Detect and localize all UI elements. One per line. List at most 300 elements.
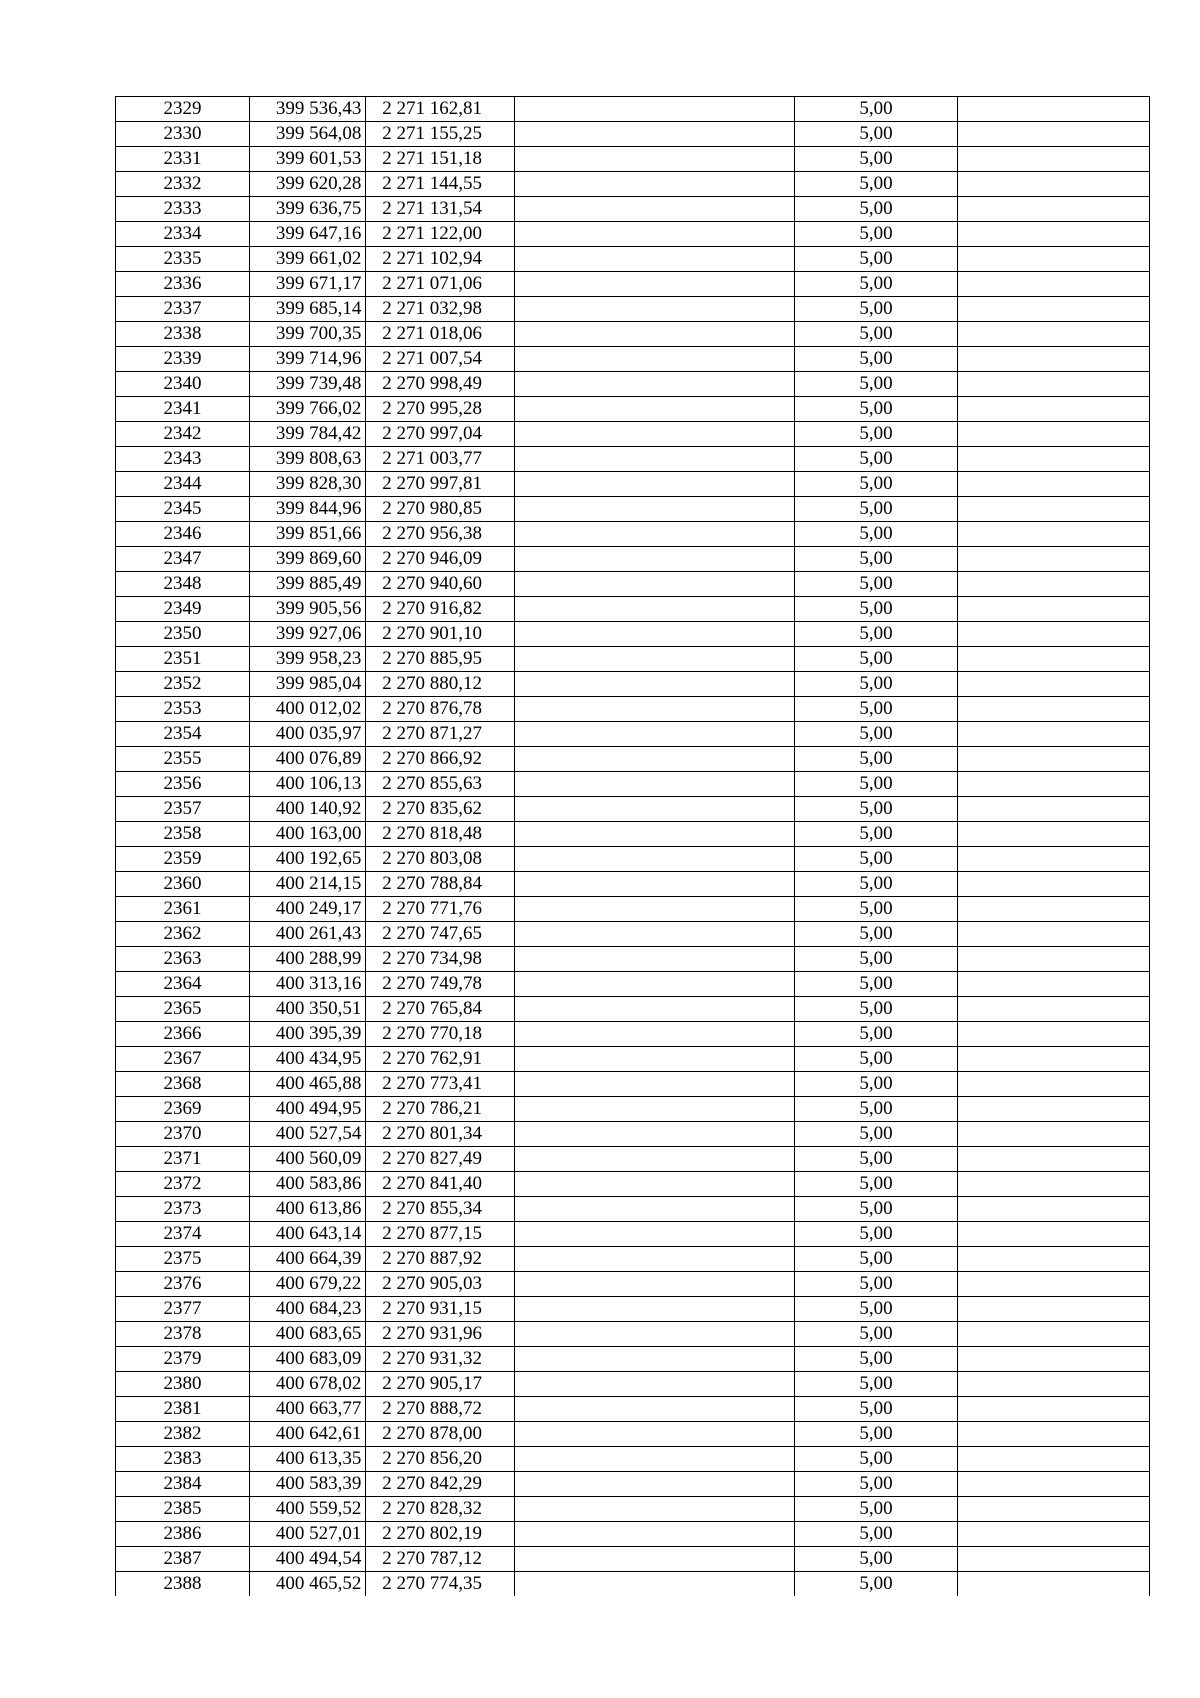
x-coordinate-cell: 400 012,02 xyxy=(249,697,365,722)
value-cell: 5,00 xyxy=(794,472,958,497)
x-coordinate-cell: 400 683,09 xyxy=(249,1347,365,1372)
y-coordinate-cell: 2 270 995,28 xyxy=(366,397,514,422)
x-coordinate-cell: 400 583,86 xyxy=(249,1172,365,1197)
value-cell: 5,00 xyxy=(794,1147,958,1172)
value-cell: 5,00 xyxy=(794,847,958,872)
x-coordinate-cell: 399 714,96 xyxy=(249,347,365,372)
table-row xyxy=(116,472,1150,497)
table-row xyxy=(116,347,1150,372)
table-row xyxy=(116,297,1150,322)
empty-cell xyxy=(514,572,794,597)
value-cell: 5,00 xyxy=(794,422,958,447)
empty-cell xyxy=(958,997,1150,1022)
point-number-cell: 2335 xyxy=(116,247,250,272)
x-coordinate-cell: 400 663,77 xyxy=(249,1397,365,1422)
empty-cell xyxy=(514,1447,794,1472)
table-row xyxy=(116,1122,1150,1147)
empty-cell xyxy=(958,1422,1150,1447)
x-coordinate-cell: 400 313,16 xyxy=(249,972,365,997)
empty-cell xyxy=(958,697,1150,722)
point-number-cell: 2340 xyxy=(116,372,250,397)
x-coordinate-cell: 399 985,04 xyxy=(249,672,365,697)
y-coordinate-cell: 2 270 803,08 xyxy=(366,847,514,872)
value-cell: 5,00 xyxy=(794,447,958,472)
value-cell: 5,00 xyxy=(794,1122,958,1147)
table-row xyxy=(116,922,1150,947)
x-coordinate-cell: 399 844,96 xyxy=(249,497,365,522)
empty-cell xyxy=(958,197,1150,222)
y-coordinate-cell: 2 270 931,96 xyxy=(366,1322,514,1347)
table-row xyxy=(116,1022,1150,1047)
point-number-cell: 2366 xyxy=(116,1022,250,1047)
point-number-cell: 2346 xyxy=(116,522,250,547)
empty-cell xyxy=(514,1572,794,1597)
empty-cell xyxy=(958,597,1150,622)
y-coordinate-cell: 2 270 774,35 xyxy=(366,1572,514,1597)
value-cell: 5,00 xyxy=(794,1522,958,1547)
x-coordinate-cell: 400 527,01 xyxy=(249,1522,365,1547)
point-number-cell: 2329 xyxy=(116,97,250,122)
table-row xyxy=(116,1172,1150,1197)
x-coordinate-cell: 400 035,97 xyxy=(249,722,365,747)
value-cell: 5,00 xyxy=(794,397,958,422)
point-number-cell: 2343 xyxy=(116,447,250,472)
point-number-cell: 2354 xyxy=(116,722,250,747)
y-coordinate-cell: 2 271 032,98 xyxy=(366,297,514,322)
empty-cell xyxy=(958,1297,1150,1322)
table-row xyxy=(116,997,1150,1022)
y-coordinate-cell: 2 271 162,81 xyxy=(366,97,514,122)
x-coordinate-cell: 399 828,30 xyxy=(249,472,365,497)
x-coordinate-cell: 399 885,49 xyxy=(249,572,365,597)
empty-cell xyxy=(958,222,1150,247)
value-cell: 5,00 xyxy=(794,697,958,722)
empty-cell xyxy=(514,272,794,297)
y-coordinate-cell: 2 270 835,62 xyxy=(366,797,514,822)
table-row xyxy=(116,1347,1150,1372)
empty-cell xyxy=(958,397,1150,422)
empty-cell xyxy=(514,797,794,822)
point-number-cell: 2383 xyxy=(116,1447,250,1472)
point-number-cell: 2382 xyxy=(116,1422,250,1447)
y-coordinate-cell: 2 270 818,48 xyxy=(366,822,514,847)
point-number-cell: 2373 xyxy=(116,1197,250,1222)
x-coordinate-cell: 399 685,14 xyxy=(249,297,365,322)
point-number-cell: 2350 xyxy=(116,622,250,647)
point-number-cell: 2331 xyxy=(116,147,250,172)
x-coordinate-cell: 400 465,88 xyxy=(249,1072,365,1097)
empty-cell xyxy=(958,822,1150,847)
empty-cell xyxy=(958,322,1150,347)
value-cell: 5,00 xyxy=(794,1022,958,1047)
table-row xyxy=(116,1522,1150,1547)
x-coordinate-cell: 400 679,22 xyxy=(249,1272,365,1297)
x-coordinate-cell: 399 808,63 xyxy=(249,447,365,472)
y-coordinate-cell: 2 270 997,04 xyxy=(366,422,514,447)
empty-cell xyxy=(958,1322,1150,1347)
table-row xyxy=(116,272,1150,297)
empty-cell xyxy=(514,647,794,672)
x-coordinate-cell: 399 636,75 xyxy=(249,197,365,222)
y-coordinate-cell: 2 270 905,17 xyxy=(366,1372,514,1397)
empty-cell xyxy=(958,1122,1150,1147)
x-coordinate-cell: 399 620,28 xyxy=(249,172,365,197)
x-coordinate-cell: 400 249,17 xyxy=(249,897,365,922)
y-coordinate-cell: 2 270 940,60 xyxy=(366,572,514,597)
y-coordinate-cell: 2 270 734,98 xyxy=(366,947,514,972)
empty-cell xyxy=(958,422,1150,447)
x-coordinate-cell: 400 613,86 xyxy=(249,1197,365,1222)
empty-cell xyxy=(514,1097,794,1122)
y-coordinate-cell: 2 270 905,03 xyxy=(366,1272,514,1297)
table-row xyxy=(116,947,1150,972)
empty-cell xyxy=(958,347,1150,372)
empty-cell xyxy=(958,1372,1150,1397)
empty-cell xyxy=(514,922,794,947)
empty-cell xyxy=(514,122,794,147)
y-coordinate-cell: 2 270 841,40 xyxy=(366,1172,514,1197)
y-coordinate-cell: 2 271 071,06 xyxy=(366,272,514,297)
table-row xyxy=(116,572,1150,597)
y-coordinate-cell: 2 270 855,34 xyxy=(366,1197,514,1222)
value-cell: 5,00 xyxy=(794,1472,958,1497)
table-row xyxy=(116,1097,1150,1122)
x-coordinate-cell: 400 192,65 xyxy=(249,847,365,872)
table-row xyxy=(116,1572,1150,1597)
empty-cell xyxy=(958,747,1150,772)
point-number-cell: 2372 xyxy=(116,1172,250,1197)
empty-cell xyxy=(514,947,794,972)
value-cell: 5,00 xyxy=(794,1297,958,1322)
empty-cell xyxy=(958,1572,1150,1597)
empty-cell xyxy=(958,797,1150,822)
empty-cell xyxy=(514,97,794,122)
empty-cell xyxy=(514,222,794,247)
table-row xyxy=(116,1372,1150,1397)
y-coordinate-cell: 2 270 871,27 xyxy=(366,722,514,747)
point-number-cell: 2333 xyxy=(116,197,250,222)
table-row xyxy=(116,1297,1150,1322)
value-cell: 5,00 xyxy=(794,1572,958,1597)
empty-cell xyxy=(958,1022,1150,1047)
table-row xyxy=(116,322,1150,347)
point-number-cell: 2370 xyxy=(116,1122,250,1147)
empty-cell xyxy=(514,1072,794,1097)
table-row xyxy=(116,197,1150,222)
y-coordinate-cell: 2 270 856,20 xyxy=(366,1447,514,1472)
empty-cell xyxy=(514,497,794,522)
value-cell: 5,00 xyxy=(794,872,958,897)
y-coordinate-cell: 2 270 931,32 xyxy=(366,1347,514,1372)
empty-cell xyxy=(958,622,1150,647)
empty-cell xyxy=(958,1522,1150,1547)
empty-cell xyxy=(514,772,794,797)
empty-cell xyxy=(958,1272,1150,1297)
x-coordinate-cell: 400 643,14 xyxy=(249,1222,365,1247)
y-coordinate-cell: 2 271 003,77 xyxy=(366,447,514,472)
empty-cell xyxy=(958,97,1150,122)
x-coordinate-cell: 400 583,39 xyxy=(249,1472,365,1497)
table-row xyxy=(116,1147,1150,1172)
y-coordinate-cell: 2 270 888,72 xyxy=(366,1397,514,1422)
empty-cell xyxy=(514,1472,794,1497)
table-row xyxy=(116,897,1150,922)
y-coordinate-cell: 2 270 887,92 xyxy=(366,1247,514,1272)
table-row xyxy=(116,822,1150,847)
empty-cell xyxy=(958,972,1150,997)
x-coordinate-cell: 399 564,08 xyxy=(249,122,365,147)
value-cell: 5,00 xyxy=(794,922,958,947)
empty-cell xyxy=(514,1222,794,1247)
table-row xyxy=(116,372,1150,397)
table-row xyxy=(116,1072,1150,1097)
point-number-cell: 2379 xyxy=(116,1347,250,1372)
table-row xyxy=(116,797,1150,822)
y-coordinate-cell: 2 270 997,81 xyxy=(366,472,514,497)
value-cell: 5,00 xyxy=(794,822,958,847)
value-cell: 5,00 xyxy=(794,622,958,647)
empty-cell xyxy=(958,1247,1150,1272)
point-number-cell: 2375 xyxy=(116,1247,250,1272)
point-number-cell: 2381 xyxy=(116,1397,250,1422)
value-cell: 5,00 xyxy=(794,1097,958,1122)
table-row xyxy=(116,1322,1150,1347)
x-coordinate-cell: 400 494,95 xyxy=(249,1097,365,1122)
table-row xyxy=(116,647,1150,672)
table-row xyxy=(116,972,1150,997)
point-number-cell: 2378 xyxy=(116,1322,250,1347)
empty-cell xyxy=(958,847,1150,872)
point-number-cell: 2368 xyxy=(116,1072,250,1097)
y-coordinate-cell: 2 270 885,95 xyxy=(366,647,514,672)
point-number-cell: 2344 xyxy=(116,472,250,497)
x-coordinate-cell: 399 536,43 xyxy=(249,97,365,122)
point-number-cell: 2351 xyxy=(116,647,250,672)
empty-cell xyxy=(514,747,794,772)
y-coordinate-cell: 2 270 749,78 xyxy=(366,972,514,997)
value-cell: 5,00 xyxy=(794,1247,958,1272)
empty-cell xyxy=(514,1347,794,1372)
empty-cell xyxy=(514,1297,794,1322)
point-number-cell: 2388 xyxy=(116,1572,250,1597)
empty-cell xyxy=(514,872,794,897)
x-coordinate-cell: 400 214,15 xyxy=(249,872,365,897)
empty-cell xyxy=(514,897,794,922)
y-coordinate-cell: 2 271 144,55 xyxy=(366,172,514,197)
empty-cell xyxy=(514,1122,794,1147)
value-cell: 5,00 xyxy=(794,322,958,347)
empty-cell xyxy=(958,1347,1150,1372)
empty-cell xyxy=(958,1097,1150,1122)
y-coordinate-cell: 2 271 007,54 xyxy=(366,347,514,372)
point-number-cell: 2332 xyxy=(116,172,250,197)
empty-cell xyxy=(958,272,1150,297)
empty-cell xyxy=(958,872,1150,897)
table-row xyxy=(116,1222,1150,1247)
table-row xyxy=(116,847,1150,872)
empty-cell xyxy=(514,197,794,222)
value-cell: 5,00 xyxy=(794,772,958,797)
x-coordinate-cell: 400 642,61 xyxy=(249,1422,365,1447)
y-coordinate-cell: 2 270 827,49 xyxy=(366,1147,514,1172)
x-coordinate-cell: 400 140,92 xyxy=(249,797,365,822)
empty-cell xyxy=(958,547,1150,572)
y-coordinate-cell: 2 271 155,25 xyxy=(366,122,514,147)
x-coordinate-cell: 400 163,00 xyxy=(249,822,365,847)
empty-cell xyxy=(514,147,794,172)
empty-cell xyxy=(514,1022,794,1047)
y-coordinate-cell: 2 270 771,76 xyxy=(366,897,514,922)
y-coordinate-cell: 2 270 773,41 xyxy=(366,1072,514,1097)
empty-cell xyxy=(958,497,1150,522)
table-row xyxy=(116,97,1150,122)
y-coordinate-cell: 2 270 916,82 xyxy=(366,597,514,622)
empty-cell xyxy=(514,972,794,997)
x-coordinate-cell: 400 395,39 xyxy=(249,1022,365,1047)
table-row xyxy=(116,1047,1150,1072)
value-cell: 5,00 xyxy=(794,497,958,522)
empty-cell xyxy=(958,722,1150,747)
x-coordinate-cell: 400 559,52 xyxy=(249,1497,365,1522)
value-cell: 5,00 xyxy=(794,1547,958,1572)
point-number-cell: 2330 xyxy=(116,122,250,147)
point-number-cell: 2352 xyxy=(116,672,250,697)
point-number-cell: 2347 xyxy=(116,547,250,572)
empty-cell xyxy=(514,1372,794,1397)
y-coordinate-cell: 2 270 855,63 xyxy=(366,772,514,797)
x-coordinate-cell: 399 927,06 xyxy=(249,622,365,647)
value-cell: 5,00 xyxy=(794,1222,958,1247)
table-row xyxy=(116,1422,1150,1447)
x-coordinate-cell: 400 664,39 xyxy=(249,1247,365,1272)
y-coordinate-cell: 2 270 770,18 xyxy=(366,1022,514,1047)
value-cell: 5,00 xyxy=(794,997,958,1022)
y-coordinate-cell: 2 270 998,49 xyxy=(366,372,514,397)
value-cell: 5,00 xyxy=(794,797,958,822)
empty-cell xyxy=(958,1047,1150,1072)
point-number-cell: 2367 xyxy=(116,1047,250,1072)
point-number-cell: 2357 xyxy=(116,797,250,822)
coordinates-table-body xyxy=(116,97,1150,1597)
y-coordinate-cell: 2 270 802,19 xyxy=(366,1522,514,1547)
y-coordinate-cell: 2 270 828,32 xyxy=(366,1497,514,1522)
x-coordinate-cell: 399 647,16 xyxy=(249,222,365,247)
coordinates-table xyxy=(115,96,1150,1596)
y-coordinate-cell: 2 270 842,29 xyxy=(366,1472,514,1497)
empty-cell xyxy=(514,447,794,472)
empty-cell xyxy=(514,297,794,322)
x-coordinate-cell: 399 851,66 xyxy=(249,522,365,547)
x-coordinate-cell: 399 739,48 xyxy=(249,372,365,397)
point-number-cell: 2339 xyxy=(116,347,250,372)
x-coordinate-cell: 400 613,35 xyxy=(249,1447,365,1472)
value-cell: 5,00 xyxy=(794,222,958,247)
y-coordinate-cell: 2 270 876,78 xyxy=(366,697,514,722)
y-coordinate-cell: 2 270 956,38 xyxy=(366,522,514,547)
empty-cell xyxy=(514,597,794,622)
empty-cell xyxy=(958,447,1150,472)
value-cell: 5,00 xyxy=(794,522,958,547)
table-row xyxy=(116,1497,1150,1522)
y-coordinate-cell: 2 270 880,12 xyxy=(366,672,514,697)
empty-cell xyxy=(958,1222,1150,1247)
empty-cell xyxy=(514,847,794,872)
point-number-cell: 2384 xyxy=(116,1472,250,1497)
point-number-cell: 2349 xyxy=(116,597,250,622)
table-row xyxy=(116,1272,1150,1297)
point-number-cell: 2355 xyxy=(116,747,250,772)
empty-cell xyxy=(958,1197,1150,1222)
point-number-cell: 2356 xyxy=(116,772,250,797)
table-row xyxy=(116,397,1150,422)
y-coordinate-cell: 2 270 877,15 xyxy=(366,1222,514,1247)
y-coordinate-cell: 2 271 018,06 xyxy=(366,322,514,347)
value-cell: 5,00 xyxy=(794,722,958,747)
y-coordinate-cell: 2 270 980,85 xyxy=(366,497,514,522)
empty-cell xyxy=(514,347,794,372)
empty-cell xyxy=(514,1272,794,1297)
value-cell: 5,00 xyxy=(794,1272,958,1297)
x-coordinate-cell: 400 261,43 xyxy=(249,922,365,947)
y-coordinate-cell: 2 270 946,09 xyxy=(366,547,514,572)
empty-cell xyxy=(514,697,794,722)
y-coordinate-cell: 2 270 788,84 xyxy=(366,872,514,897)
point-number-cell: 2376 xyxy=(116,1272,250,1297)
value-cell: 5,00 xyxy=(794,1422,958,1447)
empty-cell xyxy=(958,122,1150,147)
empty-cell xyxy=(514,1547,794,1572)
x-coordinate-cell: 399 958,23 xyxy=(249,647,365,672)
empty-cell xyxy=(958,947,1150,972)
table-row xyxy=(116,1547,1150,1572)
empty-cell xyxy=(958,572,1150,597)
point-number-cell: 2386 xyxy=(116,1522,250,1547)
table-row xyxy=(116,772,1150,797)
empty-cell xyxy=(514,522,794,547)
empty-cell xyxy=(958,372,1150,397)
y-coordinate-cell: 2 271 151,18 xyxy=(366,147,514,172)
x-coordinate-cell: 400 684,23 xyxy=(249,1297,365,1322)
x-coordinate-cell: 399 661,02 xyxy=(249,247,365,272)
empty-cell xyxy=(514,1197,794,1222)
table-row xyxy=(116,172,1150,197)
table-row xyxy=(116,697,1150,722)
value-cell: 5,00 xyxy=(794,297,958,322)
value-cell: 5,00 xyxy=(794,1447,958,1472)
table-row xyxy=(116,597,1150,622)
point-number-cell: 2348 xyxy=(116,572,250,597)
value-cell: 5,00 xyxy=(794,672,958,697)
value-cell: 5,00 xyxy=(794,1197,958,1222)
empty-cell xyxy=(514,547,794,572)
empty-cell xyxy=(514,422,794,447)
point-number-cell: 2385 xyxy=(116,1497,250,1522)
point-number-cell: 2387 xyxy=(116,1547,250,1572)
empty-cell xyxy=(514,1147,794,1172)
x-coordinate-cell: 400 106,13 xyxy=(249,772,365,797)
table-row xyxy=(116,1247,1150,1272)
empty-cell xyxy=(958,1472,1150,1497)
point-number-cell: 2345 xyxy=(116,497,250,522)
empty-cell xyxy=(514,1047,794,1072)
y-coordinate-cell: 2 270 765,84 xyxy=(366,997,514,1022)
value-cell: 5,00 xyxy=(794,122,958,147)
y-coordinate-cell: 2 270 866,92 xyxy=(366,747,514,772)
table-row xyxy=(116,672,1150,697)
y-coordinate-cell: 2 270 801,34 xyxy=(366,1122,514,1147)
value-cell: 5,00 xyxy=(794,597,958,622)
empty-cell xyxy=(514,397,794,422)
